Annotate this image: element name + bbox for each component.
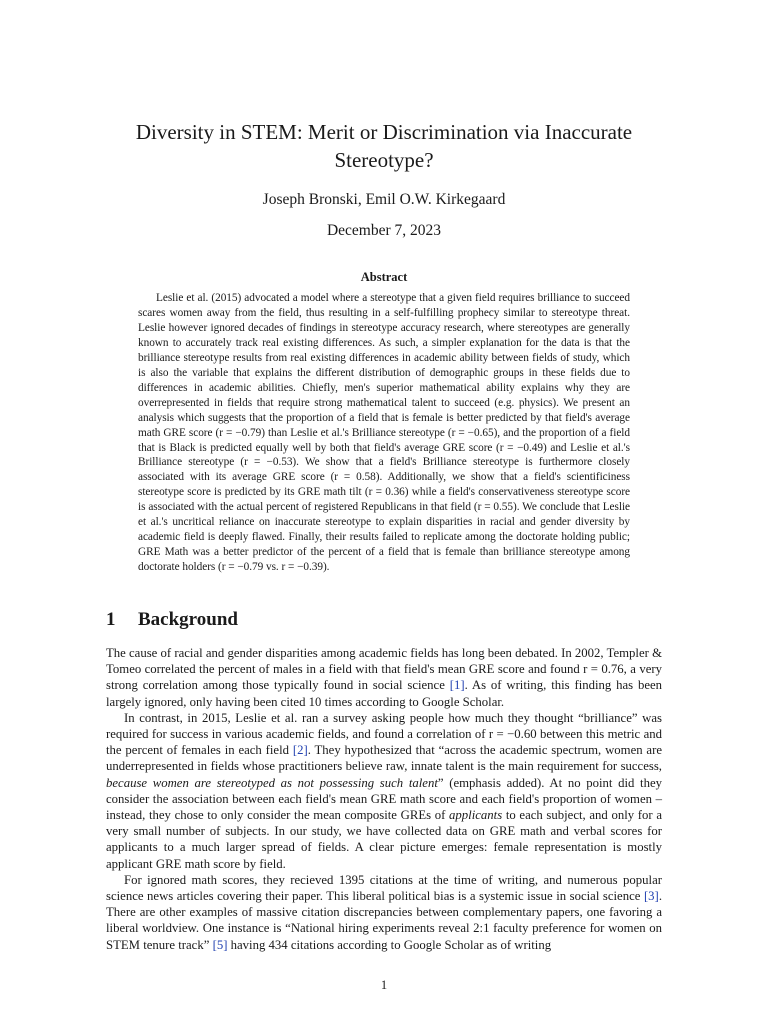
paragraph-1 xyxy=(106,645,662,710)
paragraph-text: . There are other examples of massive citation discrepancies between complementary papers, one favoring a liberal worldview. One instance is “National hiring experiments reveal 2:1 faculty preference for women on STEM tenure track” xyxy=(106,889,662,952)
paragraph-text: . As of writing, this finding has been largely ignored, only having been cited 10 times according to Google Scholar. xyxy=(106,678,663,709)
paper-date: December 7, 2023 xyxy=(326,222,442,239)
citation-link[interactable]: [3] xyxy=(643,889,659,904)
emphasis-text: applicants xyxy=(449,808,503,823)
paragraph-text: ” (emphasis added). At no point did they consider the association between each field's mean GRE math score and each field's proportion of women – instead, they chose to only consider the mean composite GREs of xyxy=(106,775,663,823)
citation-link[interactable]: [5] xyxy=(212,937,228,952)
paragraph-text: to each subject, and only for a very small number of subjects. In our study, we have collected data on GRE math and verbal scores for applicants to a much larger spread of fields. A clear picture emerges: female representation is mostly applicant GRE math score by field. xyxy=(106,808,662,871)
paragraph-text: For ignored math scores, they recieved 1395 citations at the time of writing, and numerous popular science news articles covering their paper. This liberal political bias is a systemic issue in social science xyxy=(106,872,662,904)
abstract-text: Leslie et al. (2015) advocated a model where a stereotype that a given field requires brilliance to succeed scares women away from the field, thus resulting in a self-fulfilling prophecy similar to stereotype threat. Leslie however ignored decades of findings in stereotype accuracy research, where stereotypes are generally known to accurately track real existing differences. As such, a simpler explanation for the data is that the brilliance stereotype results from real existing differences in academic ability between fields of study, which is also the variable that explains the different distribution of demographic groups in these fields due to differences in academic abilities. Chiefly, men's superior mathematical ability explains why they are overrepresented in fields that require strong mathematical talent to succeed (e.g. physics). We present an analysis which suggests that the proportion of a field that is female is better predicted by that field's average math GRE score (r = −0.79) than Leslie et al.'s Brilliance stereotype (r = −0.65), and the proportion of a field that is Black is predicted equally well by both that field's average GRE score (r = −0.49) and Leslie et al.'s Brilliance stereotype (r = −0.53). We show that a field's Brilliance stereotype is furthermore closely associated with its average GRE score (r = 0.58). Additionally, we show that a field's scientificiness stereotype score is predicted by its GRE math tilt (r = 0.36) while a field's conservativeness stereotype score is associated with the actual percent of registered Republicans in that field (r = 0.55). We conclude that Leslie et al.'s uncritical reliance on inaccurate stereotype to explain disparities in racial and gender diversity by academic field is deeply flawed. Finally, their results failed to replicate among the doctorate holding public; GRE Math was a better predictor of the percent of a field that is female than brilliance stereotype among doctorate holders (r = −0.79 vs. r = −0.39). xyxy=(138,292,630,574)
paragraph-text: In contrast, in 2015, Leslie et al. ran a survey asking people how much they thought “brilliance” was required for success in various academic fields, and found a correlation of r = −0.60 between this metric and the percent of females in each field xyxy=(106,710,662,758)
paragraph-text: The cause of racial and gender disparities among academic fields has long been debated. In 2002, Templer & Tomeo correlated the percent of males in a field with that field's mean GRE score and found r = 0.76, a very strong correlation among those typically found in social science xyxy=(106,646,662,693)
citation-link[interactable]: [1] xyxy=(449,678,465,693)
section-heading xyxy=(106,609,238,631)
paragraph-text: . They hypothesized that “across the academic spectrum, women are underrepresented in fields whose practitioners believe raw, innate talent is the main requirement for success, xyxy=(106,743,662,774)
paragraph-3 xyxy=(106,872,662,953)
section-number: 1 xyxy=(106,609,116,630)
paragraph-text: having 434 citations according to Google Scholar as of writing xyxy=(227,937,552,952)
citation-link[interactable]: [2] xyxy=(292,743,308,758)
abstract-heading: Abstract xyxy=(360,270,408,284)
page-number: 1 xyxy=(380,978,388,992)
section-title: Background xyxy=(138,609,238,630)
paragraph-2 xyxy=(106,710,662,872)
paper-title: Diversity in STEM: Merit or Discrimination via Inaccurate Stereotype? xyxy=(135,120,633,172)
section-body xyxy=(106,645,662,953)
emphasis-text: because women are stereotyped as not possessing such talent xyxy=(106,775,438,790)
paper-authors: Joseph Bronski, Emil O.W. Kirkegaard xyxy=(262,191,506,208)
